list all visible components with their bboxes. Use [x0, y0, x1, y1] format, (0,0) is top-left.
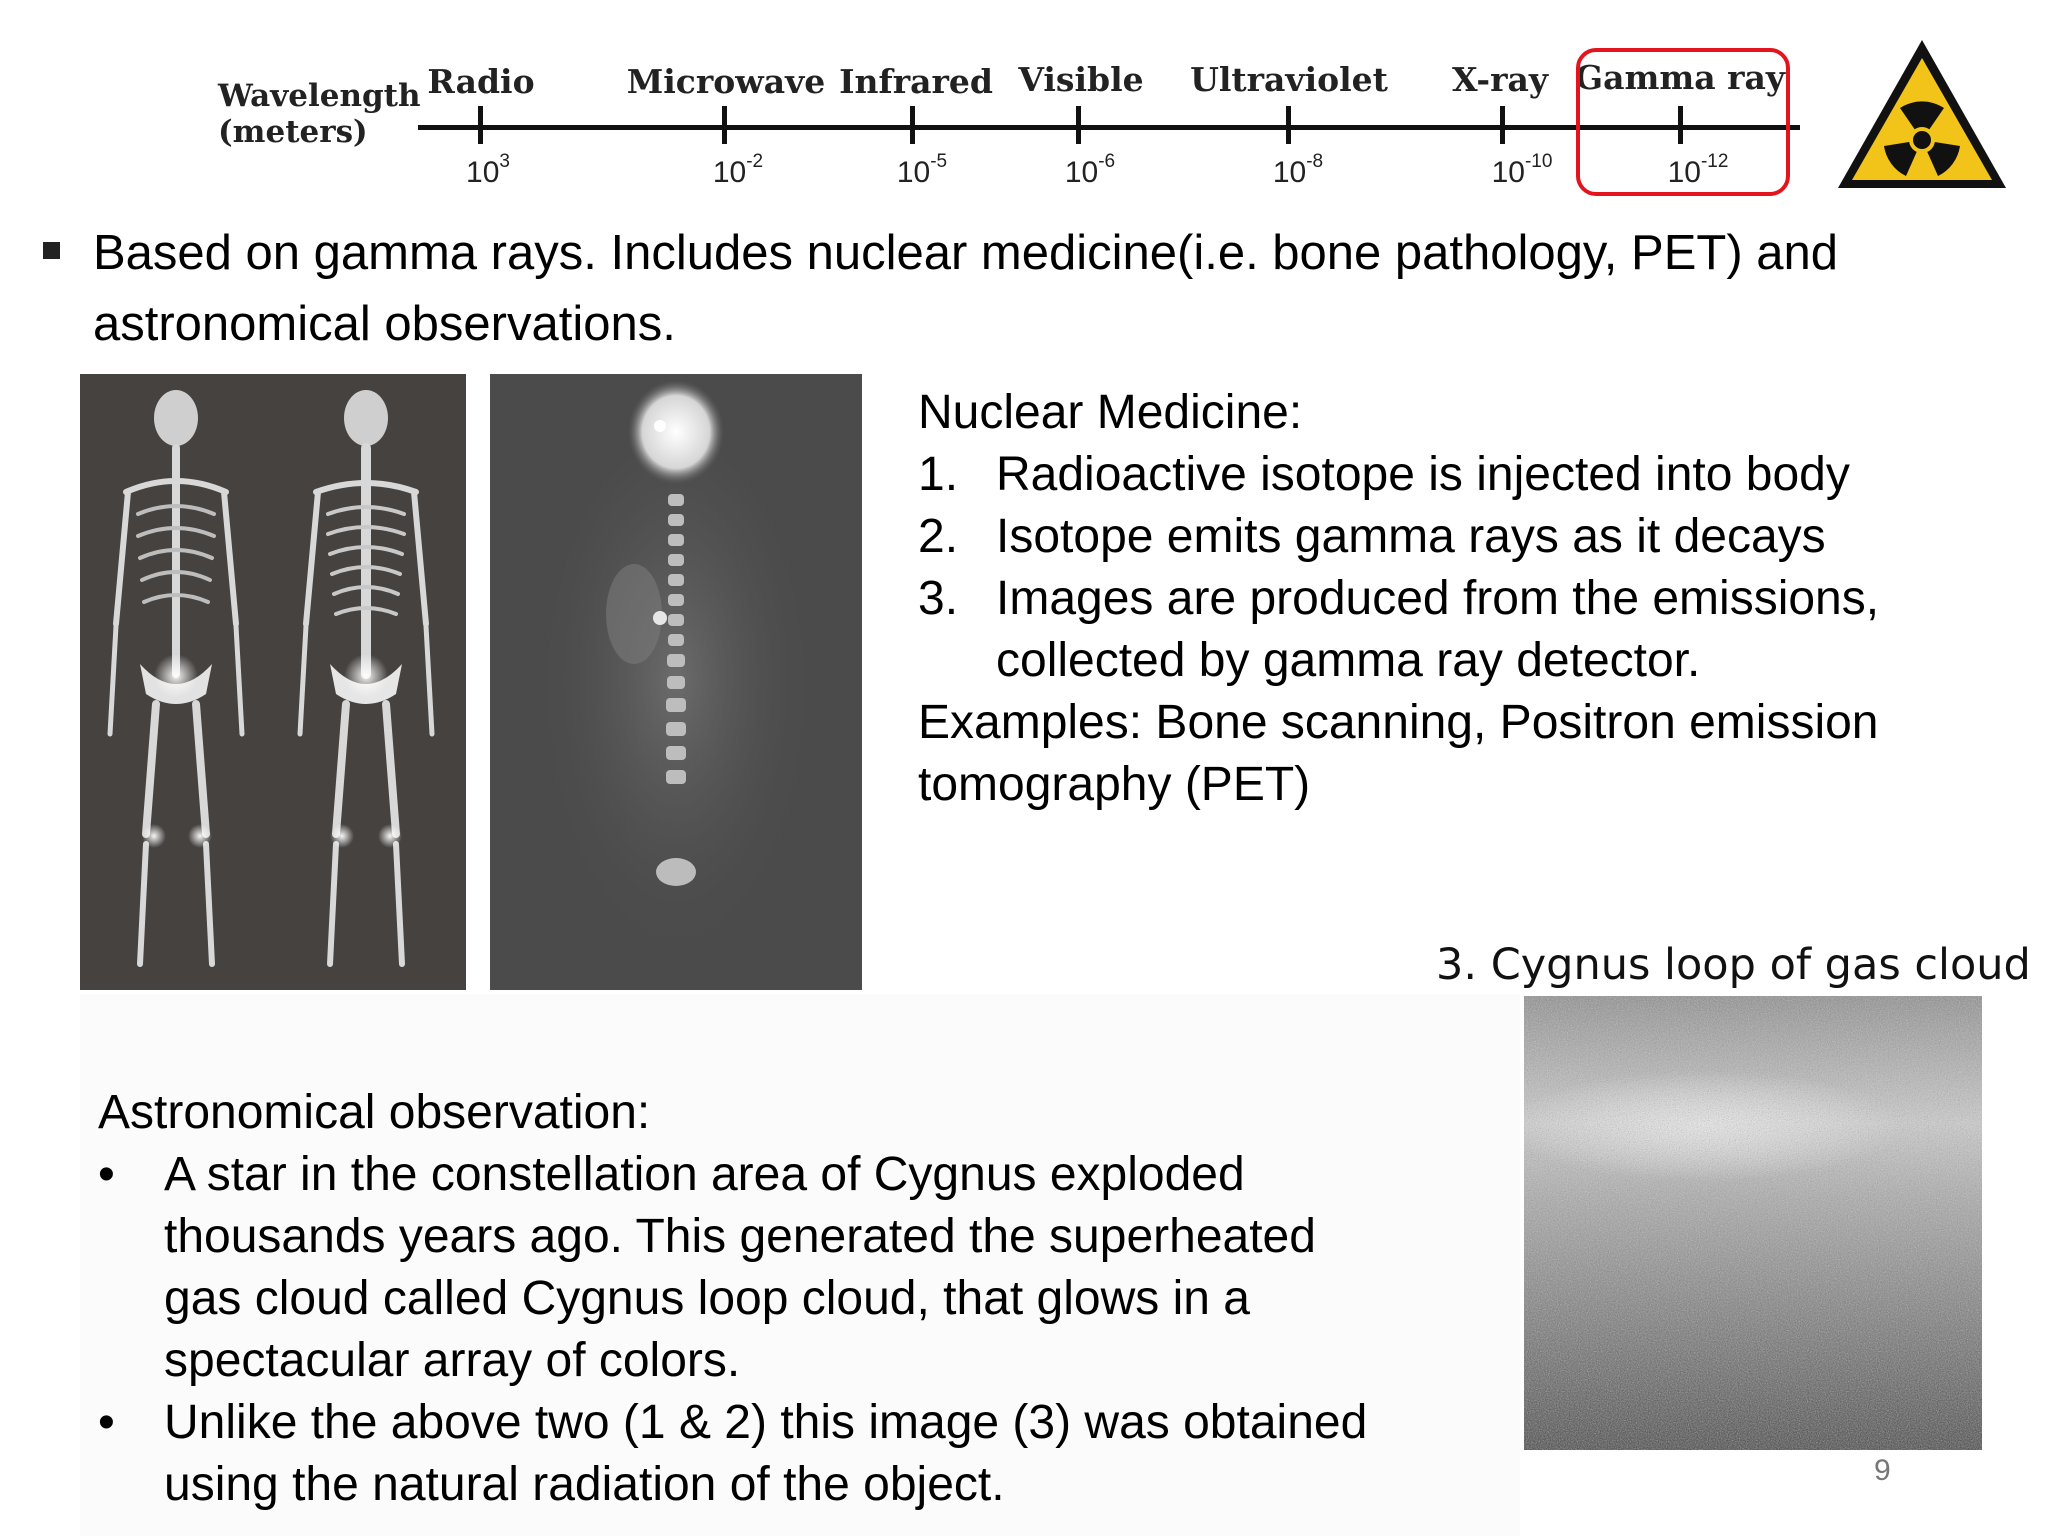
- wavelength-infrared: $10^{-5}$: [896, 151, 948, 189]
- tick-microwave: [722, 106, 727, 144]
- astronomy-section: Astronomical observation: • A star in the constellation area of Cygnus exploded thousands years ago. This generated the superheated gas cloud called Cygnus loop cloud, that glows in a spectacular array of colors. • Unlike the above two (1 & 2) this image (3) was obtained using the natural radiation of the object.: [98, 1082, 1498, 1516]
- tick-radio: [478, 106, 483, 144]
- wavelength-ultraviolet: $10^{-8}$: [1272, 151, 1324, 189]
- square-bullet-icon: [43, 242, 60, 259]
- wavelength-gamma: $10^{-12}$: [1667, 151, 1729, 189]
- wavelength-visible: $10^{-6}$: [1064, 151, 1116, 189]
- band-label-infrared: Infrared: [839, 62, 993, 101]
- axis-title: Wavelength (meters): [218, 78, 421, 150]
- page-number: 9: [1874, 1454, 1891, 1487]
- list-item: • A star in the constellation area of Cygnus exploded: [98, 1144, 1498, 1206]
- spectrum-diagram: [0, 0, 2048, 210]
- cygnus-loop-image: [1524, 996, 1982, 1450]
- pet-scan-body: [490, 374, 862, 990]
- band-label-radio: Radio: [427, 62, 535, 101]
- tick-ultraviolet: [1286, 106, 1291, 144]
- examples-line-1: Examples: Bone scanning, Positron emission: [918, 696, 1879, 749]
- bullet-dot-icon: •: [98, 1396, 115, 1449]
- intro-line-1: Based on gamma rays. Includes nuclear medicine(i.e. bone pathology, PET) and: [93, 226, 1839, 280]
- bullet-dot-icon: •: [98, 1148, 115, 1201]
- wavelength-radio: $10^3$: [466, 151, 510, 189]
- pet-image: [490, 374, 862, 990]
- tick-visible: [1076, 106, 1081, 144]
- band-label-gamma: Gamma ray: [1574, 58, 1786, 97]
- bone-scan-image: [80, 374, 466, 990]
- list-item: 1. Radioactive isotope is injected into body: [918, 448, 1850, 501]
- examples-line-2: tomography (PET): [918, 758, 1311, 811]
- radiation-warning-icon: [1832, 34, 2012, 194]
- list-item-continuation: collected by gamma ray detector.: [996, 634, 1701, 687]
- band-label-microwave: Microwave: [626, 62, 826, 101]
- cygnus-caption: 3. Cygnus loop of gas cloud: [1436, 940, 2031, 990]
- wavelength-xray: $10^{-10}$: [1491, 151, 1553, 189]
- intro-line-2: astronomical observations.: [93, 297, 676, 351]
- list-item: • Unlike the above two (1 & 2) this image (3) was obtained: [98, 1392, 1498, 1454]
- tick-infrared: [910, 106, 915, 144]
- band-label-xray: X-ray: [1451, 60, 1549, 99]
- band-label-visible: Visible: [1018, 60, 1144, 99]
- bone-scan-skeletons: [80, 374, 466, 990]
- nuclear-medicine-heading: Nuclear Medicine:: [918, 386, 1303, 439]
- wavelength-microwave: $10^{-2}$: [712, 151, 764, 189]
- nuclear-medicine-section: [918, 382, 2018, 816]
- astronomy-heading: Astronomical observation:: [98, 1086, 651, 1139]
- band-label-ultraviolet: Ultraviolet: [1190, 60, 1388, 99]
- list-item: 3. Images are produced from the emissions,: [918, 572, 1880, 625]
- list-item: 2. Isotope emits gamma rays as it decays: [918, 510, 1826, 563]
- cygnus-noise-texture: [1524, 996, 1982, 1450]
- gamma-highlight-box: [1576, 48, 1790, 196]
- tick-xray: [1500, 106, 1505, 144]
